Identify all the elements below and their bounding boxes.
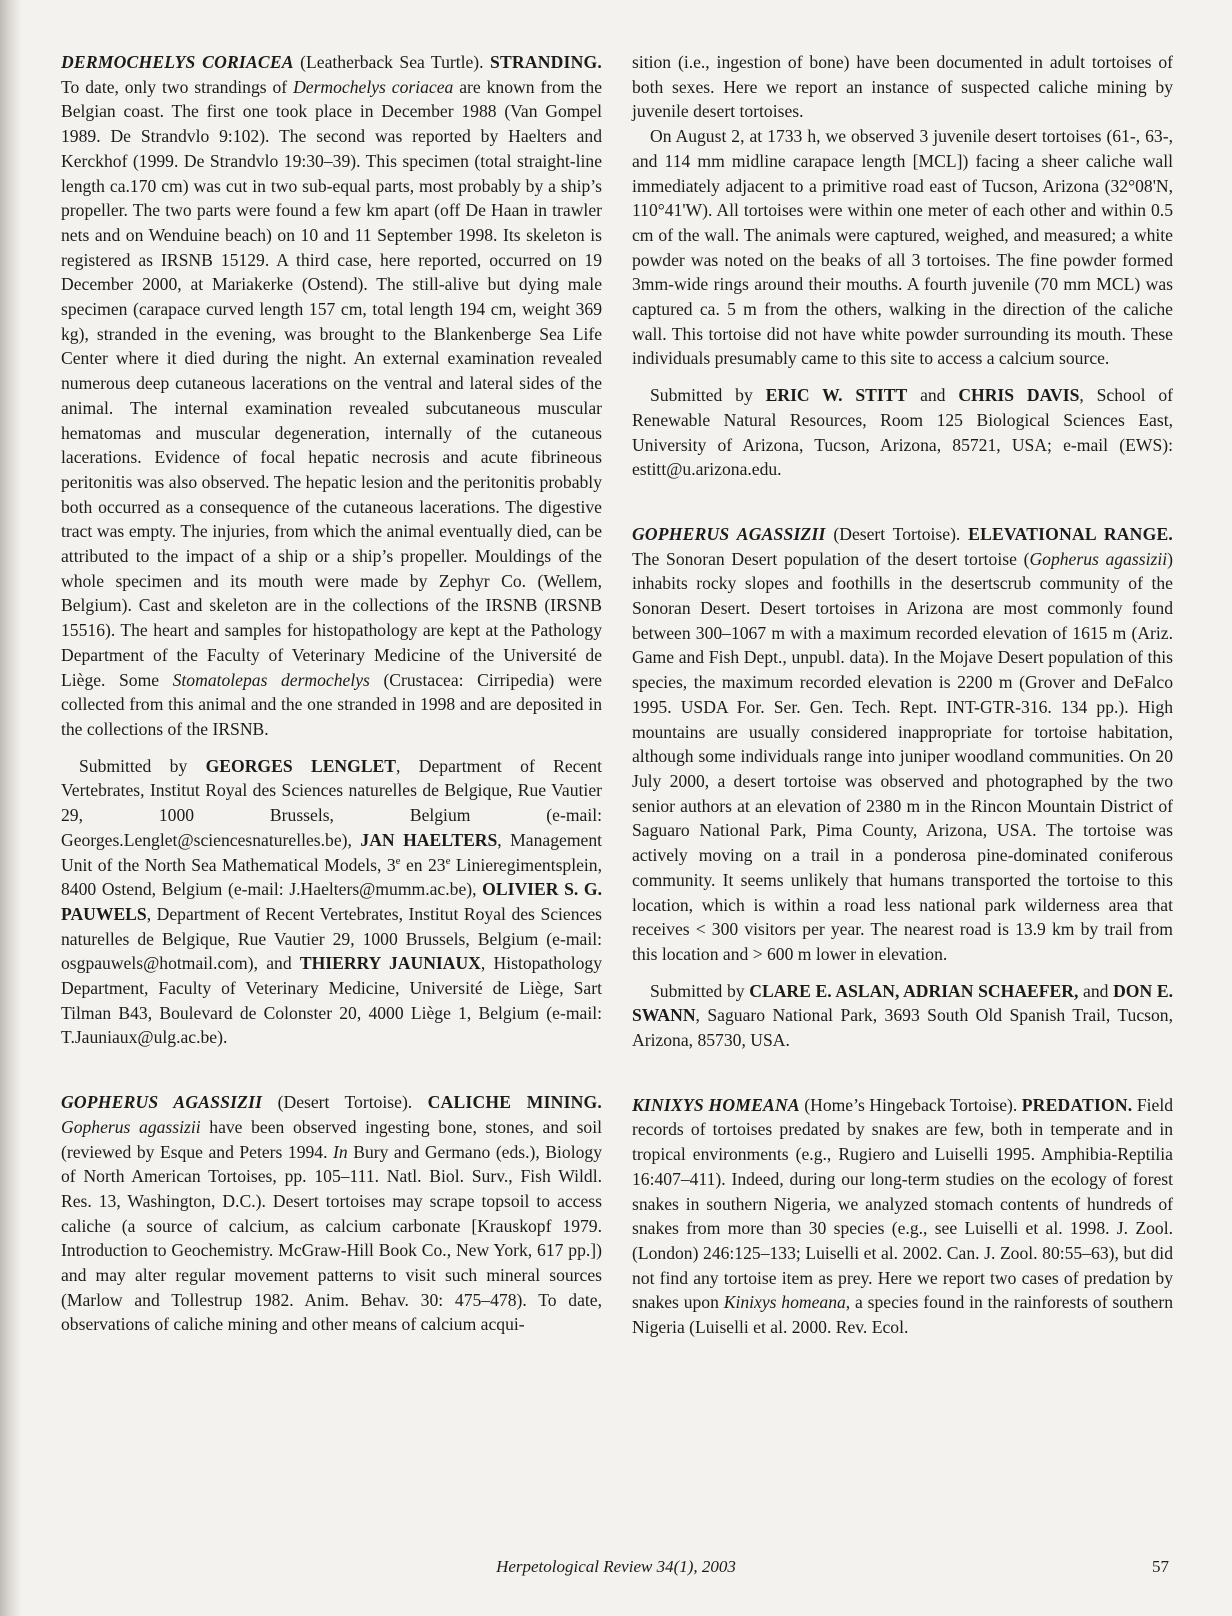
author-name: JAN HAELTERS xyxy=(360,829,498,850)
author-name: CLARE E. ASLAN, ADRIAN SCHAEFER, xyxy=(749,980,1079,1001)
page-binding-shadow xyxy=(0,0,22,1616)
topic-heading: CALICHE MINING. xyxy=(427,1092,602,1113)
species-name: DERMOCHELYS CORIACEA xyxy=(61,52,294,72)
topic-heading: PREDATION. xyxy=(1021,1094,1133,1115)
superscript: e xyxy=(445,854,451,867)
affiliation: , Saguaro National Park, 3693 South Old Spanish Trail, Tucson, Arizona, 85730, USA. xyxy=(632,1005,1173,1051)
author-name: OLIVIER S. G. PAUWELS xyxy=(61,879,602,924)
affiliation: , Histopathology Department, Faculty of Veterinary Medicine, Université de Liège, Sart Tilman B43, Boulevard de Colonster 20, 4000 Liège 1, Belgium (e-mail: T.Jauniaux@ulg.ac.be). xyxy=(61,953,602,1048)
submission-note xyxy=(61,754,602,1050)
superscript: e xyxy=(395,854,401,867)
author-name: THIERRY JAUNIAUX xyxy=(299,953,481,974)
submission-note xyxy=(632,979,1173,1053)
article-gopherus-elevational-range xyxy=(632,522,1173,967)
body-text: sition (i.e., ingestion of bone) have been documented in adult tortoises of both sexes. Here we report an instance of suspected caliche mining by juvenile desert tortoises. xyxy=(632,52,1173,122)
affiliation: , School of Renewable Natural Resources, Room 125 Biological Sciences East, University of Arizona, Tucson, Arizona, 85721, USA; e-mail (EWS): estitt@u.arizona.edu. xyxy=(632,385,1174,480)
body-text: , a species found in the rainforests of southern Nigeria (Luiselli et al. 2000. Rev. Ecol. xyxy=(632,1292,1173,1338)
common-name: (Home’s Hingeback Tortoise). xyxy=(804,1094,1018,1115)
body-text: Field records of tortoises predated by snakes are few, both in temperate and in tropical environments (e.g., Rugiero and Luiselli 1995. Amphibia-Reptilia 16:407–411). Indeed, during our long-term studies on the ecology of forest snakes in southern Nigeria, we analyzed stomach contents of hundreds of snakes from more than 30 species (e.g., see Luiselli et al. 1998. J. Zool. (London) 246:125–133; Luiselli et al. 2002. Can. J. Zool. 80:55–63), but did not find any tortoise item as prey. Here we report two cases of predation by snakes upon xyxy=(632,1094,1174,1313)
common-name: (Desert Tortoise). xyxy=(833,523,961,544)
conjunction: and xyxy=(1078,980,1109,1001)
article-kinixys-predation xyxy=(632,1093,1173,1340)
author-name: DON E. SWANN xyxy=(632,980,1173,1026)
submitted-by-label: Submitted by xyxy=(79,755,188,776)
species-italic: Gopherus agassizii xyxy=(1029,548,1168,569)
article-dermochelys-stranding xyxy=(61,50,602,742)
species-italic: Gopherus agassizii xyxy=(61,1116,201,1137)
right-column xyxy=(632,50,1173,1340)
affiliation: en 23 xyxy=(400,854,446,875)
species-italic: Dermochelys coriacea xyxy=(293,76,454,97)
affiliation: , Management Unit of the North Sea Mathematical Models, 3 xyxy=(61,829,603,875)
body-text: The Sonoran Desert population of the desert tortoise ( xyxy=(632,548,1030,569)
running-footer-journal: Herpetological Review 34(1), 2003 xyxy=(496,1557,736,1576)
body-text: (Crustacea: Cirripedia) were collected from this animal and the one stranded in 1998 and are deposited in the collections of the IRSNB. xyxy=(61,669,602,739)
author-name: GEORGES LENGLET xyxy=(205,755,397,776)
species-italic: Kinixys homeana xyxy=(723,1292,846,1313)
body-text: are known from the Belgian coast. The first one took place in December 1988 (Van Gompel 1989. De Strandvlo 9:102). The second was reported by Haelters and Kerckhof (1999. De Strandvlo 19:30–39). This specimen (total straight-line length ca.170 cm) was cut in two sub-equal parts, most probably by a ship’s propeller. The two parts were found a few km apart (off De Haan in trawler nets and on Wenduine beach) on 10 and 11 September 1998. Its skeleton is registered as IRSNB 15129. A third case, here reported, occurred on 19 December 2000, at Mariakerke (Ostend). The still-alive but dying male specimen (carapace curved length 157 cm, total length 194 cm, weight 369 kg), stranded in the evening, was brought to the Blankenberge Sea Life Center where it died during the night. An external examination revealed numerous deep cutaneous lacerations on the ventral and lateral sides of the animal. The internal examination revealed subcutaneous muscular hematomas and muscular degeneration, internally of the cutaneous lacerations. Evidence of focal hepatic necrosis and acute fibrineous peritonitis was also observed. The hepatic lesion and the peritonitis probably both occurred as a consequence of the cutaneous lacerations. The digestive tract was empty. The injuries, from which the animal eventually died, can be attributed to the impact of a ship or a ship’s propeller. Mouldings of the whole specimen and its mouth were made by Zephyr Co. (Wellem, Belgium). Cast and skeleton are in the collections of the IRSNB (IRSNB 15516). The heart and samples for histopathology are kept at the Pathology Department of the Faculty of Veterinary Medicine of the Université de Liège. Some xyxy=(61,76,603,690)
caliche-continued xyxy=(632,50,1173,124)
species-name: GOPHERUS AGASSIZII xyxy=(61,1092,263,1113)
article-gopherus-caliche-mining xyxy=(61,1090,602,1337)
submitted-by-label: Submitted by xyxy=(650,980,745,1001)
affiliation: , Department of Recent Vertebrates, Institut Royal des Sciences naturelles de Belgique, Rue Vautier 29, 1000 Brussels, Belgium (e-mail: Georges.Lenglet@sciencesnaturelles.be), xyxy=(61,755,602,850)
left-column xyxy=(61,50,602,1337)
citation-in: In xyxy=(333,1141,348,1162)
author-name: CHRIS DAVIS xyxy=(958,385,1080,406)
author-name: ERIC W. STITT xyxy=(765,385,908,406)
affiliation: , Department of Recent Vertebrates, Institut Royal des Sciences naturelles de Belgique, Rue Vautier 29, 1000 Brussels, Belgium (e-mail: osgpauwels@hotmail.com), and xyxy=(61,903,602,974)
common-name: (Leatherback Sea Turtle). xyxy=(300,52,484,72)
body-text: ) inhabits rocky slopes and foothills in the desertscrub community of the Sonoran Desert. Desert tortoises in Arizona are most commonly found between 300–1067 m with a maximum recorded elevation of 1615 m (Ariz. Game and Fish Dept., unpubl. data). In the Mojave Desert population of this species, the maximum recorded elevation is 2200 m (Grover and DeFalco 1995. USDA For. Ser. Gen. Tech. Rept. INT-GTR-316. 134 pp.). High mountains are usually considered inappropriate for tortoise habitation, although some individuals range into juniper woodland communities. On 20 July 2000, a desert tortoise was observed and photographed by the two senior authors at an elevation of 2380 m in the Rincon Mountain District of Saguaro National Park, Pima County, Arizona, USA. The tortoise was actively moving on a trail in a ponderosa pine-dominated coniferous community. It seems unlikely that humans transported the tortoise to this location, which is within a road less national park wilderness area that receives < 300 visitors per year. The nearest road is 13.9 km by trail from this location and > 600 m lower in elevation. xyxy=(632,548,1173,964)
topic-heading: STRANDING. xyxy=(490,52,602,72)
species-name: GOPHERUS AGASSIZII xyxy=(632,523,826,544)
common-name: (Desert Tortoise). xyxy=(277,1092,413,1113)
submitted-by-label: Submitted by xyxy=(650,385,753,406)
species-italic: Stomatolepas dermochelys xyxy=(172,669,370,690)
body-text: Bury and Germano (eds.), Biology of North American Tortoises, pp. 105–111. Natl. Biol. Surv., Fish Wildl. Res. 13, Washington, D.C.). Desert tortoises may scrape topsoil to access caliche (a source of calcium, as calcium carbonate [Krauskopf 1979. Introduction to Geochemistry. McGraw-Hill Book Co., New York, 617 pp.]) and may alter regular movement patterns to visit such mineral sources (Marlow and Tollestrup 1982. Anim. Behav. 30: 475–478). To date, observations of caliche mining and other means of calcium acqui- xyxy=(61,1141,603,1335)
caliche-observation xyxy=(632,124,1173,371)
body-text: have been observed ingesting bone, stones, and soil (reviewed by Esque and Peters 1994. xyxy=(61,1116,602,1162)
affiliation: Linieregimentsplein, 8400 Ostend, Belgium (e-mail: J.Haelters@mumm.ac.be), xyxy=(61,854,603,900)
body-text: On August 2, at 1733 h, we observed 3 juvenile desert tortoises (61-, 63-, and 114 mm midline carapace length [MCL]) facing a sheer caliche wall immediately adjacent to a primitive road east of Tucson, Arizona (32°08'N, 110°41'W). All tortoises were within one meter of each other and within 0.5 cm of the wall. The animals were captured, weighed, and measured; a white powder was noted on the beaks of all 3 tortoises. The fine powder formed 3mm-wide rings around their mouths. A fourth juvenile (70 mm MCL) was captured ca. 5 m from the others, walking in the direction of the caliche wall. This tortoise did not have white powder surrounding its mouth. These individuals presumably came to this site to access a calcium source. xyxy=(632,126,1173,369)
conjunction: and xyxy=(907,385,946,406)
species-name: KINIXYS HOMEANA xyxy=(632,1094,800,1115)
submission-note xyxy=(632,383,1173,482)
body-text: To date, only two strandings of xyxy=(61,76,288,97)
page-number: 57 xyxy=(1152,1557,1169,1576)
topic-heading: ELEVATIONAL RANGE. xyxy=(968,523,1173,544)
